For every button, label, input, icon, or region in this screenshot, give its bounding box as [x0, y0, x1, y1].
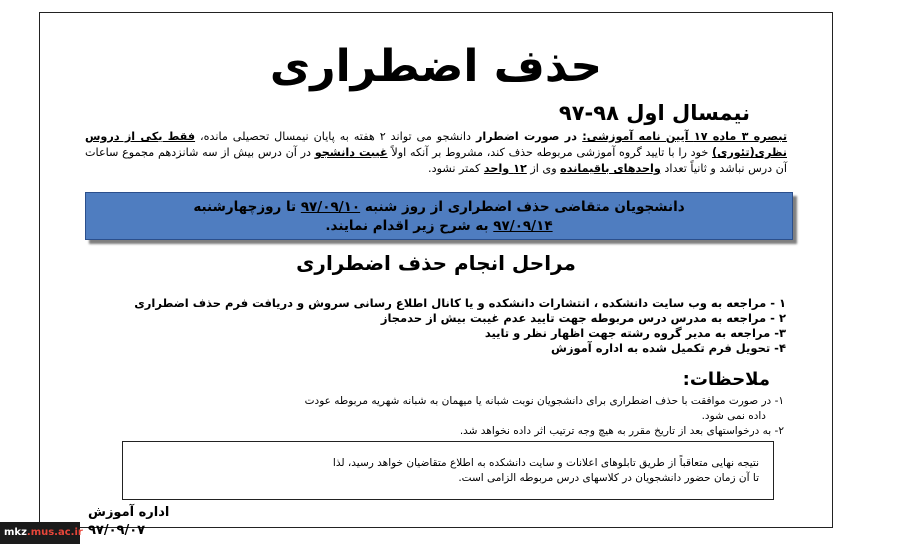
intro-text-2: خود را با تایید گروه آموزشی مربوطه حذف کند، مشروط بر آنکه اولاً: [387, 146, 712, 159]
office-name: اداره آموزش: [88, 505, 170, 520]
final-note-line: نتیجه نهایی متعاقباً از طریق تابلوهای اعلانات و سایت دانشکده به اطلاع متقاضیان خواهد رسید، لذا: [332, 457, 759, 469]
signature-date: ۹۷/۰۹/۰۷: [88, 523, 146, 538]
intro-absence: غیبت دانشجو: [314, 146, 388, 159]
step-item: ۲ - مراجعه به مدرس درس مربوطه جهت تایید عدم غیبت بیش از حدمجاز: [380, 311, 786, 325]
footer-bar: [0, 520, 900, 544]
note-item: ۱- در صورت موافقت با حذف اضطراری برای دانشجویان نوبت شبانه یا میهمان به شبانه شهریه مربوطه عودت: [304, 395, 784, 407]
step-item: ۱ - مراجعه به وب سایت دانشکده ، انتشارات دانشکده و یا کانال اطلاع رسانی سروش و دریافت فرم حذف اضطراری: [134, 296, 786, 310]
site-badge[interactable]: [0, 522, 83, 544]
announcement-line-2: [96, 217, 782, 236]
steps-list: [110, 296, 786, 356]
steps-heading: مراحل انجام حذف اضطراری: [296, 251, 576, 275]
announcement-text-1: دانشجویان متقاضی حذف اضطراری از روز شنبه: [360, 199, 685, 215]
intro-text-1: دانشجو می تواند ۲ هفته به پایان نیمسال تحصیلی مانده،: [195, 130, 476, 143]
final-note-box: [122, 441, 774, 500]
site-name: mkz: [4, 527, 27, 538]
step-item: ۳- مراجعه به مدیر گروه رشته جهت اظهار نظر و تایید: [484, 326, 786, 340]
intro-text-5: کمتر نشود.: [428, 162, 484, 175]
announcement-box: [85, 192, 793, 240]
page-title: حذف اضطراری: [269, 41, 603, 92]
announcement-text-3: به شرح زیر اقدام نمایند.: [325, 218, 494, 234]
site-domain: .mus.ac.ir: [26, 527, 83, 538]
intro-remaining-units: واحدهای باقیمانده: [560, 162, 661, 175]
note-item-continued: داده نمی شود.: [701, 410, 766, 422]
intro-one-course: فقط یکی از دروس نظری(تئوری): [85, 130, 787, 159]
start-date: ۹۷/۰۹/۱۰: [300, 199, 361, 215]
step-item: ۴- تحویل فرم تکمیل شده به اداره آموزش: [550, 341, 786, 355]
intro-12-units: ۱۲ واحد: [483, 162, 527, 175]
intro-rule-ref: تبصره ۳ ماده ۱۷ آیین نامه آموزشی:: [582, 130, 788, 143]
intro-paragraph: [85, 129, 787, 177]
intro-text-3: در آن درس بیش از سه شانزدهم مجموع ساعات آن درس نباشد و ثانیاً تعداد: [85, 146, 787, 175]
semester-subtitle: نیمسال اول ۹۸-۹۷: [558, 101, 750, 125]
final-note-line: تا آن زمان حضور دانشجویان در کلاسهای درس مربوطه الزامی است.: [458, 472, 759, 484]
announcement-text-2: تا روزچهارشنبه: [193, 199, 301, 215]
announcement-line-1: [96, 198, 782, 217]
notes-heading: ملاحظات:: [682, 369, 770, 390]
end-date: ۹۷/۰۹/۱۴: [493, 218, 553, 234]
intro-text-4: وی از: [526, 162, 561, 175]
note-item: ۲- به درخواستهای بعد از تاریخ مقرر به هیچ وجه ترتیب اثر داده نخواهد شد.: [459, 425, 784, 437]
intro-emergency: در صورت اضطرار: [475, 130, 583, 143]
notes-list: [100, 394, 784, 439]
